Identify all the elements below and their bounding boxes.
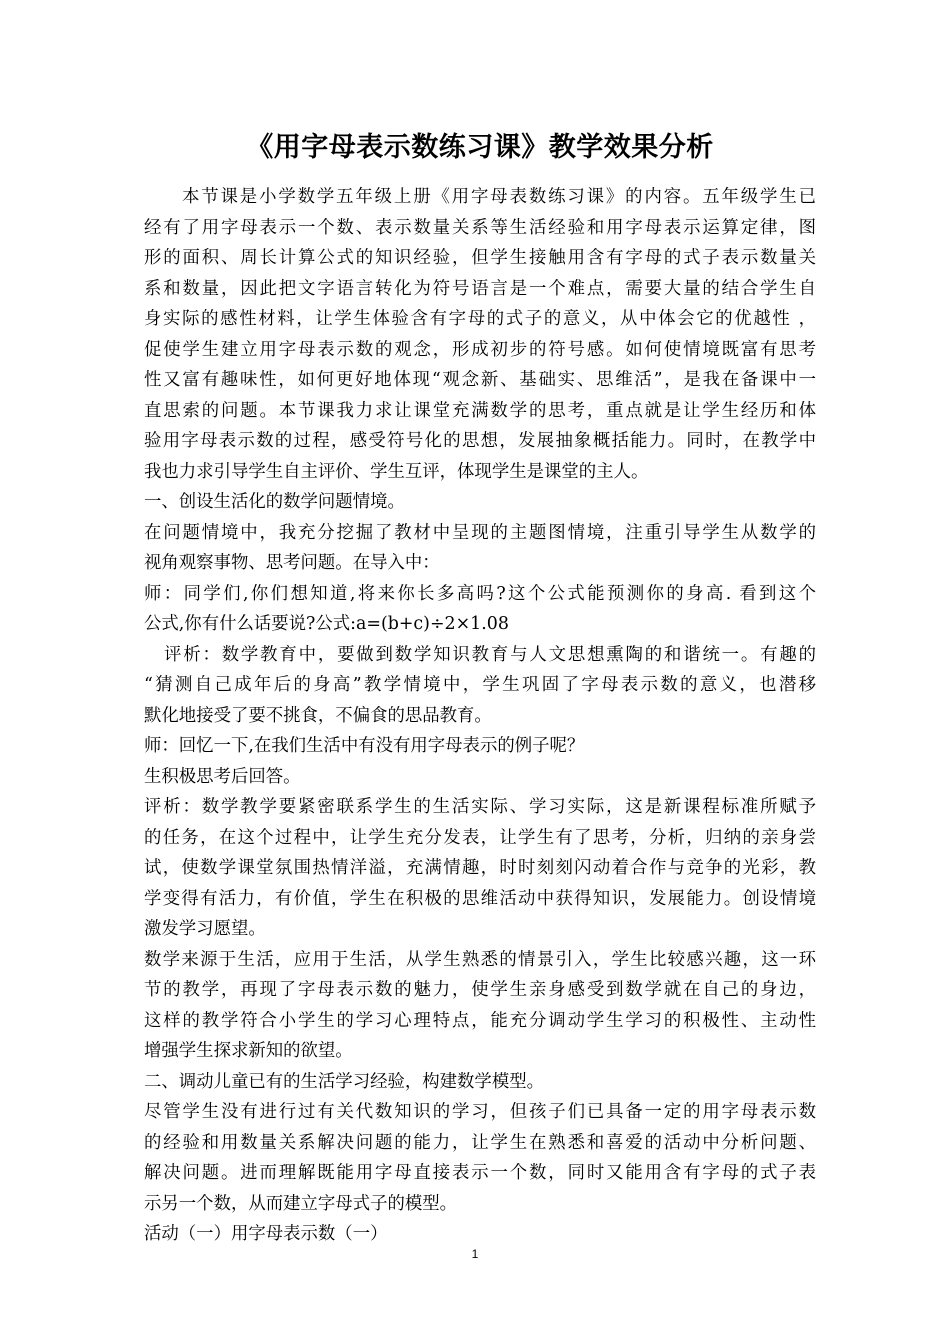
dialogue-line: 师：回忆一下,在我们生活中有没有用字母表示的例子呢？: [144, 736, 585, 756]
comment-line: “猜测自己成年后的身高”教学情境中，学生巩固了字母表示数的意义，也潜移: [144, 675, 816, 695]
paragraph-line: 视角观察事物、思考问题。在导入中：: [144, 553, 440, 573]
comment-line: 的任务，在这个过程中，让学生充分发表，让学生有了思考，分析，归纳的亲身尝: [144, 827, 816, 848]
paragraph-line: 示另一个数，从而建立字母式子的模型。: [144, 1193, 458, 1214]
comment-line: 激发学习愿望。: [144, 919, 266, 939]
paragraph-line: 在问题情境中，我充分挖掘了教材中呈现的主题图情境，注重引导学生从数学的: [144, 522, 816, 543]
comment-line: 评析：数学教育中，要做到数学知识教育与人文思想熏陶的和谐统一。有趣的: [164, 644, 816, 665]
paragraph-line: 本节课是小学数学五年级上册《用字母表数练习课》的内容。五年级学生已: [182, 187, 816, 207]
section-heading: 一、创设生活化的数学问题情境。: [144, 492, 405, 512]
paragraph-line: 系和数量，因此把文字语言转化为符号语言是一个难点，需要大量的结合学生自: [144, 278, 816, 299]
paragraph-line: 形的面积、周长计算公式的知识经验，但学生接触用含有字母的式子表示数量关: [144, 248, 816, 268]
page-number: 1: [471, 1247, 479, 1261]
paragraph-line: 我也力求引导学生自主评价、学生互评，体现学生是课堂的主人。: [144, 461, 649, 482]
document-title: 《用字母表示数练习课》教学效果分析: [246, 132, 714, 163]
paragraph-line: 直思索的问题。本节课我力求让课堂充满数学的思考，重点就是让学生经历和体: [144, 400, 816, 421]
paragraph-line: 身实际的感性材料，让学生体验含有字母的式子的意义，从中体会它的优越性 ，: [144, 309, 816, 329]
paragraph-line: 经有了用字母表示一个数、表示数量关系等生活经验和用字母表示运算定律，图: [144, 217, 816, 238]
comment-line: 默化地接受了要不挑食，不偏食的思品教育。: [144, 705, 492, 726]
formula-line: 公式,你有什么话要说?公式:a=(b+c)÷2×1.08: [144, 614, 509, 634]
paragraph-line: 这样的教学符合小学生的学习心理特点，能充分调动学生学习的积极性、主动性: [144, 1010, 816, 1031]
comment-line: 试，使数学课堂氛围热情洋溢，充满情趣，时时刻刻闪动着合作与竞争的光彩，教: [144, 858, 816, 878]
paragraph-line: 性又富有趣味性，如何更好地体现“观念新、基础实、思维活”，是我在备课中一: [144, 370, 816, 390]
paragraph-line: 的经验和用数量关系解决问题的能力，让学生在熟悉和喜爱的活动中分析问题、: [144, 1132, 816, 1153]
comment-line: 学变得有活力，有价值，学生在积极的思维活动中获得知识，发展能力。创设情境: [144, 888, 816, 909]
paragraph-line: 增强学生探求新知的欲望。: [144, 1041, 353, 1061]
paragraph-line: 数学来源于生活，应用于生活，从学生熟悉的情景引入，学生比较感兴趣，这一环: [144, 949, 816, 970]
paragraph-line: 验用字母表示数的过程，感受符号化的思想，发展抽象概括能力。同时，在教学中: [144, 431, 816, 451]
paragraph-line: 促使学生建立用字母表示数的观念，形成初步的符号感。如何使情境既富有思考: [144, 339, 816, 360]
document-body: [144, 182, 816, 1250]
comment-line: 评析：数学教学要紧密联系学生的生活实际、学习实际，这是新课程标准所赋予: [144, 797, 816, 817]
paragraph-line: 尽管学生没有进行过有关代数知识的学习，但孩子们已具备一定的用字母表示数: [144, 1102, 816, 1122]
activity-heading: 活动（一）用字母表示数（一）: [144, 1224, 388, 1244]
section-heading: 二、调动儿童已有的生活学习经验，构建数学模型。: [144, 1071, 544, 1092]
dialogue-line: 师：同学们,你们想知道,将来你长多高吗?这个公式能预测你的身高. 看到这个: [144, 583, 816, 604]
paragraph-line: 节的教学，再现了字母表示数的魅力，使学生亲身感受到数学就在自己的身边，: [144, 980, 816, 1000]
paragraph-line: 解决问题。进而理解既能用字母直接表示一个数，同时又能用含有字母的式子表: [144, 1163, 816, 1183]
paragraph-line: 生积极思考后回答。: [144, 766, 301, 787]
